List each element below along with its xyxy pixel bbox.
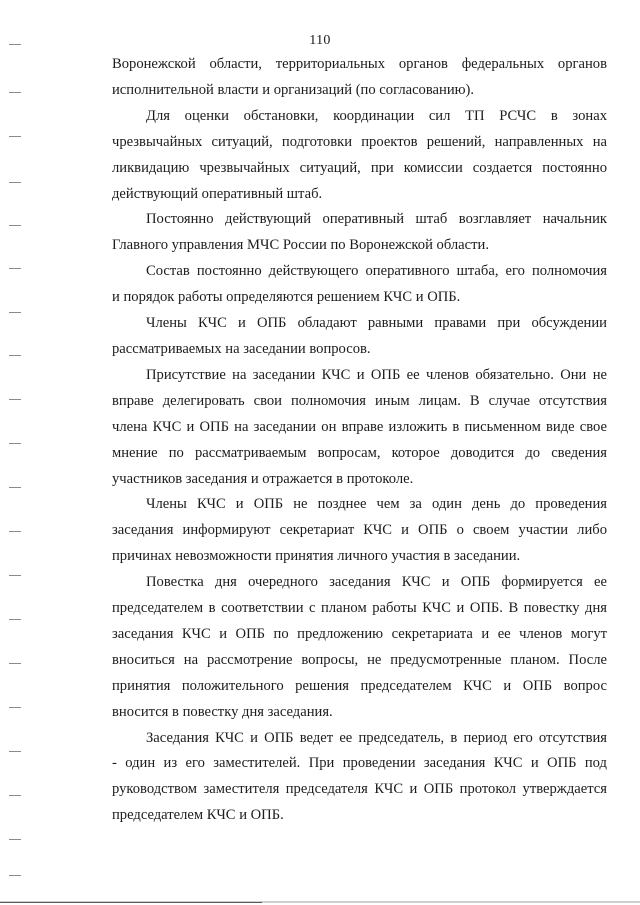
paragraph bbox=[112, 52, 607, 104]
text-line: заседания информируют секретариат КЧС и ОПБ о своем участии либо bbox=[112, 522, 607, 539]
margin-tick bbox=[9, 663, 21, 664]
text-line: Постоянно действующий оперативный штаб возглавляет начальник bbox=[146, 211, 607, 228]
margin-tick bbox=[9, 751, 21, 752]
text-line: руководством заместителя председателя КЧС и ОПБ протокол утверждается bbox=[112, 781, 607, 798]
text-line: Повестка дня очередного заседания КЧС и ОПБ формируется ее bbox=[146, 574, 607, 591]
margin-tick bbox=[9, 443, 21, 444]
paragraph bbox=[112, 259, 607, 311]
margin-tick bbox=[9, 225, 21, 226]
binding-margin-marks bbox=[0, 0, 30, 905]
margin-tick bbox=[9, 707, 21, 708]
margin-tick bbox=[9, 182, 21, 183]
paragraph bbox=[112, 492, 607, 570]
paragraph bbox=[112, 207, 607, 259]
paragraph bbox=[112, 363, 607, 493]
text-line: принятия положительного решения председателем КЧС и ОПБ вопрос bbox=[112, 677, 607, 694]
margin-tick bbox=[9, 487, 21, 488]
text-line: вносится в повестку дня заседания. bbox=[112, 703, 333, 720]
text-line: председателем в соответствии с планом работы КЧС и ОПБ. В повестку дня bbox=[112, 600, 607, 617]
text-line: Члены КЧС и ОПБ не позднее чем за один день до проведения bbox=[146, 496, 607, 513]
text-line: чрезвычайных ситуаций, подготовки проектов решений, направленных на bbox=[112, 133, 607, 150]
text-line: Заседания КЧС и ОПБ ведет ее председатель, в период его отсутствия bbox=[146, 729, 607, 746]
text-line: вноситься на рассмотрение вопросы, не предусмотренные планом. После bbox=[112, 651, 607, 668]
text-line: рассматриваемых на заседании вопросов. bbox=[112, 340, 371, 357]
text-line: председателем КЧС и ОПБ. bbox=[112, 807, 284, 824]
margin-tick bbox=[9, 875, 21, 876]
text-line: Для оценки обстановки, координации сил ТП РСЧС в зонах bbox=[146, 107, 607, 124]
text-line: - один из его заместителей. При проведении заседания КЧС и ОПБ под bbox=[112, 755, 607, 772]
margin-tick bbox=[9, 268, 21, 269]
footer-rule-segment bbox=[0, 902, 262, 903]
text-line: ликвидацию чрезвычайных ситуаций, при комиссии создается постоянно bbox=[112, 159, 607, 176]
paragraph bbox=[112, 104, 607, 208]
margin-tick bbox=[9, 312, 21, 313]
margin-tick bbox=[9, 619, 21, 620]
margin-tick bbox=[9, 575, 21, 576]
paragraph bbox=[112, 311, 607, 363]
text-line: действующий оперативный штаб. bbox=[112, 185, 323, 202]
text-line: Члены КЧС и ОПБ обладают равными правами при обсуждении bbox=[146, 315, 607, 332]
page-number: 110 bbox=[309, 33, 331, 48]
margin-tick bbox=[9, 531, 21, 532]
paragraph bbox=[112, 726, 607, 830]
text-line: мнение по рассматриваемым вопросам, которое доводится до сведения bbox=[112, 444, 607, 461]
text-line: Главного управления МЧС России по Воронежской области. bbox=[112, 237, 489, 254]
margin-tick bbox=[9, 355, 21, 356]
text-line: заседания КЧС и ОПБ по предложению секретариата и ее членов могут bbox=[112, 625, 607, 642]
text-line: исполнительной власти и организаций (по согласованию). bbox=[112, 81, 475, 98]
margin-tick bbox=[9, 795, 21, 796]
margin-tick bbox=[9, 399, 21, 400]
margin-tick bbox=[9, 839, 21, 840]
paragraph bbox=[112, 570, 607, 725]
text-line: Присутствие на заседании КЧС и ОПБ ее членов обязательно. Они не bbox=[146, 366, 607, 383]
text-line: члена КЧС и ОПБ на заседании он вправе изложить в письменном виде свое bbox=[112, 418, 607, 435]
text-line: Состав постоянно действующего оперативного штаба, его полномочия bbox=[146, 263, 607, 280]
text-line: и порядок работы определяются решением КЧС и ОПБ. bbox=[112, 289, 461, 306]
text-line: участников заседания и отражается в протоколе. bbox=[112, 470, 414, 487]
text-line: вправе делегировать свои полномочия иным лицам. В случае отсутствия bbox=[112, 392, 607, 409]
margin-tick bbox=[9, 92, 21, 93]
text-line: причинах невозможности принятия личного участия в заседании. bbox=[112, 548, 521, 565]
margin-tick bbox=[9, 136, 21, 137]
text-line: Воронежской области, территориальных органов федеральных органов bbox=[112, 56, 607, 72]
document-body bbox=[112, 52, 607, 829]
